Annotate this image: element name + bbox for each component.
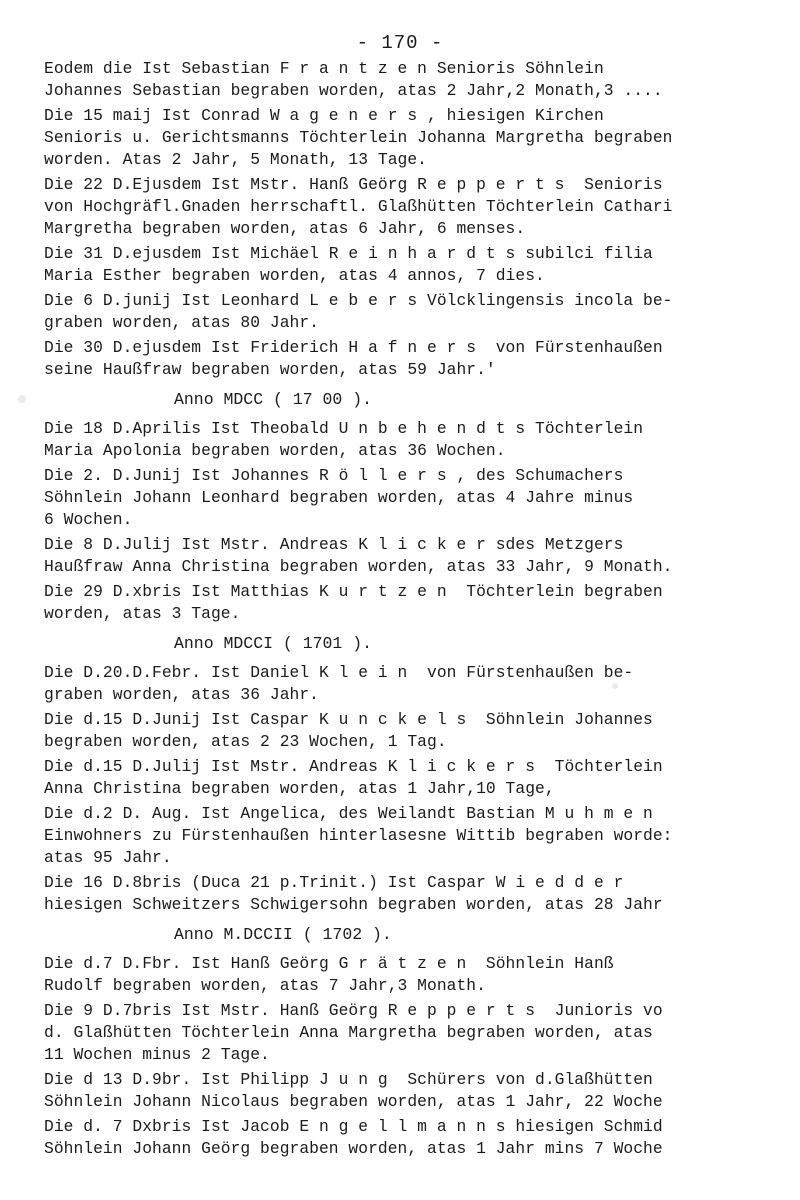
- entry-line: Die 18 D.Aprilis Ist Theobald U n b e h e n d t s Töchterlein: [44, 419, 644, 438]
- burial-entry: [44, 58, 772, 102]
- entry-line: Söhnlein Johann Leonhard begraben worden, atas 4 Jahre minus: [44, 488, 634, 507]
- entry-line: worden. Atas 2 Jahr, 5 Monath, 13 Tage.: [44, 150, 427, 169]
- entry-line: 11 Wochen minus 2 Tage.: [44, 1045, 270, 1064]
- entry-line: Die d.15 D.Julij Ist Mstr. Andreas K l i c k e r s Töchterlein: [44, 757, 663, 776]
- entry-line: Maria Esther begraben worden, atas 4 annos, 7 dies.: [44, 266, 545, 285]
- entry-line: begraben worden, atas 2 23 Wochen, 1 Tag.: [44, 732, 447, 751]
- year-heading: Anno M.DCCII ( 1702 ).: [174, 925, 392, 944]
- entry-line: Maria Apolonia begraben worden, atas 36 Wochen.: [44, 441, 506, 460]
- burial-entry: [44, 662, 772, 706]
- burial-entry: [44, 1000, 772, 1066]
- entry-line: Die 29 D.xbris Ist Matthias K u r t z e n Töchterlein begraben: [44, 582, 663, 601]
- burial-entry: [44, 581, 772, 625]
- entry-line: Die d.2 D. Aug. Ist Angelica, des Weilandt Bastian M u h m e n: [44, 804, 653, 823]
- entry-line: 6 Wochen.: [44, 510, 133, 529]
- entry-line: Anna Christina begraben worden, atas 1 Jahr,10 Tage,: [44, 779, 555, 798]
- paper-smudge: [612, 683, 618, 689]
- burial-entry: [44, 418, 772, 462]
- entry-line: Die d. 7 Dxbris Ist Jacob E n g e l l m a n n s hiesigen Schmid: [44, 1117, 663, 1136]
- entry-line: Die 22 D.Ejusdem Ist Mstr. Hanß Geörg R e p p e r t s Senioris: [44, 175, 663, 194]
- burial-entry: [44, 709, 772, 753]
- entry-line: Söhnlein Johann Nicolaus begraben worden, atas 1 Jahr, 22 Woche: [44, 1092, 663, 1111]
- entry-line: Die 16 D.8bris (Duca 21 p.Trinit.) Ist Caspar W i e d d e r: [44, 873, 624, 892]
- burial-entry: [44, 953, 772, 997]
- entry-line: Die 2. D.Junij Ist Johannes R ö l l e r s , des Schumachers: [44, 466, 624, 485]
- entry-line: von Hochgräfl.Gnaden herrschaftl. Glaßhütten Töchterlein Cathari: [44, 197, 673, 216]
- burial-entry: [44, 290, 772, 334]
- burial-entry: [44, 756, 772, 800]
- entry-line: Die 6 D.junij Ist Leonhard L e b e r s Völcklingensis incola be-: [44, 291, 673, 310]
- burial-entry: [44, 243, 772, 287]
- entry-line: Die 31 D.ejusdem Ist Michäel R e i n h a r d t s subilci filia: [44, 244, 653, 263]
- entry-line: Die 30 D.ejusdem Ist Friderich H a f n e r s von Fürstenhaußen: [44, 338, 663, 357]
- burial-entry: [44, 105, 772, 171]
- entry-line: Die D.20.D.Febr. Ist Daniel K l e i n von Fürstenhaußen be-: [44, 663, 634, 682]
- burial-entry: [44, 872, 772, 916]
- entry-line: Senioris u. Gerichtsmanns Töchterlein Johanna Margretha begraben: [44, 128, 673, 147]
- entry-line: Einwohners zu Fürstenhaußen hinterlasesne Wittib begraben worde:: [44, 826, 673, 845]
- entry-line: atas 95 Jahr.: [44, 848, 172, 867]
- burial-entry: [44, 337, 772, 381]
- entry-line: Margretha begraben worden, atas 6 Jahr, 6 menses.: [44, 219, 526, 238]
- entry-line: worden, atas 3 Tage.: [44, 604, 241, 623]
- burial-entry: [44, 534, 772, 578]
- entry-line: graben worden, atas 80 Jahr.: [44, 313, 319, 332]
- entry-line: Die d.15 D.Junij Ist Caspar K u n c k e l s Söhnlein Johannes: [44, 710, 653, 729]
- entry-line: Die d 13 D.9br. Ist Philipp J u n g Schürers von d.Glaßhütten: [44, 1070, 653, 1089]
- burial-entry: [44, 465, 772, 531]
- entry-line: Söhnlein Johann Geörg begraben worden, atas 1 Jahr mins 7 Woche: [44, 1139, 663, 1158]
- burial-entry: [44, 1069, 772, 1113]
- entry-line: Die d.7 D.Fbr. Ist Hanß Geörg G r ä t z e n Söhnlein Hanß: [44, 954, 614, 973]
- year-heading: Anno MDCC ( 17 00 ).: [174, 390, 373, 409]
- paper-smudge: [18, 395, 26, 403]
- entry-line: Die 9 D.7bris Ist Mstr. Hanß Geörg R e p p e r t s Junioris vo: [44, 1001, 663, 1020]
- entry-line: Johannes Sebastian begraben worden, atas 2 Jahr,2 Monath,3 ....: [44, 81, 663, 100]
- entry-line: d. Glaßhütten Töchterlein Anna Margretha begraben worden, atas: [44, 1023, 653, 1042]
- entry-line: Die 15 maij Ist Conrad W a g e n e r s , hiesigen Kirchen: [44, 106, 604, 125]
- entry-line: Haußfraw Anna Christina begraben worden, atas 33 Jahr, 9 Monath.: [44, 557, 673, 576]
- entry-line: graben worden, atas 36 Jahr.: [44, 685, 319, 704]
- year-heading: Anno MDCCI ( 1701 ).: [174, 634, 373, 653]
- entry-line: seine Haußfraw begraben worden, atas 59 Jahr.': [44, 360, 496, 379]
- entry-line: Rudolf begraben worden, atas 7 Jahr,3 Monath.: [44, 976, 486, 995]
- entry-line: hiesigen Schweitzers Schwigersohn begraben worden, atas 28 Jahr: [44, 895, 663, 914]
- burial-entry: [44, 174, 772, 240]
- page-number: - 170 -: [356, 32, 444, 54]
- entry-line: Die 8 D.Julij Ist Mstr. Andreas K l i c k e r sdes Metzgers: [44, 535, 624, 554]
- burial-entry: [44, 803, 772, 869]
- register-content: [44, 58, 772, 1163]
- burial-entry: [44, 1116, 772, 1160]
- entry-line: Eodem die Ist Sebastian F r a n t z e n Senioris Söhnlein: [44, 59, 604, 78]
